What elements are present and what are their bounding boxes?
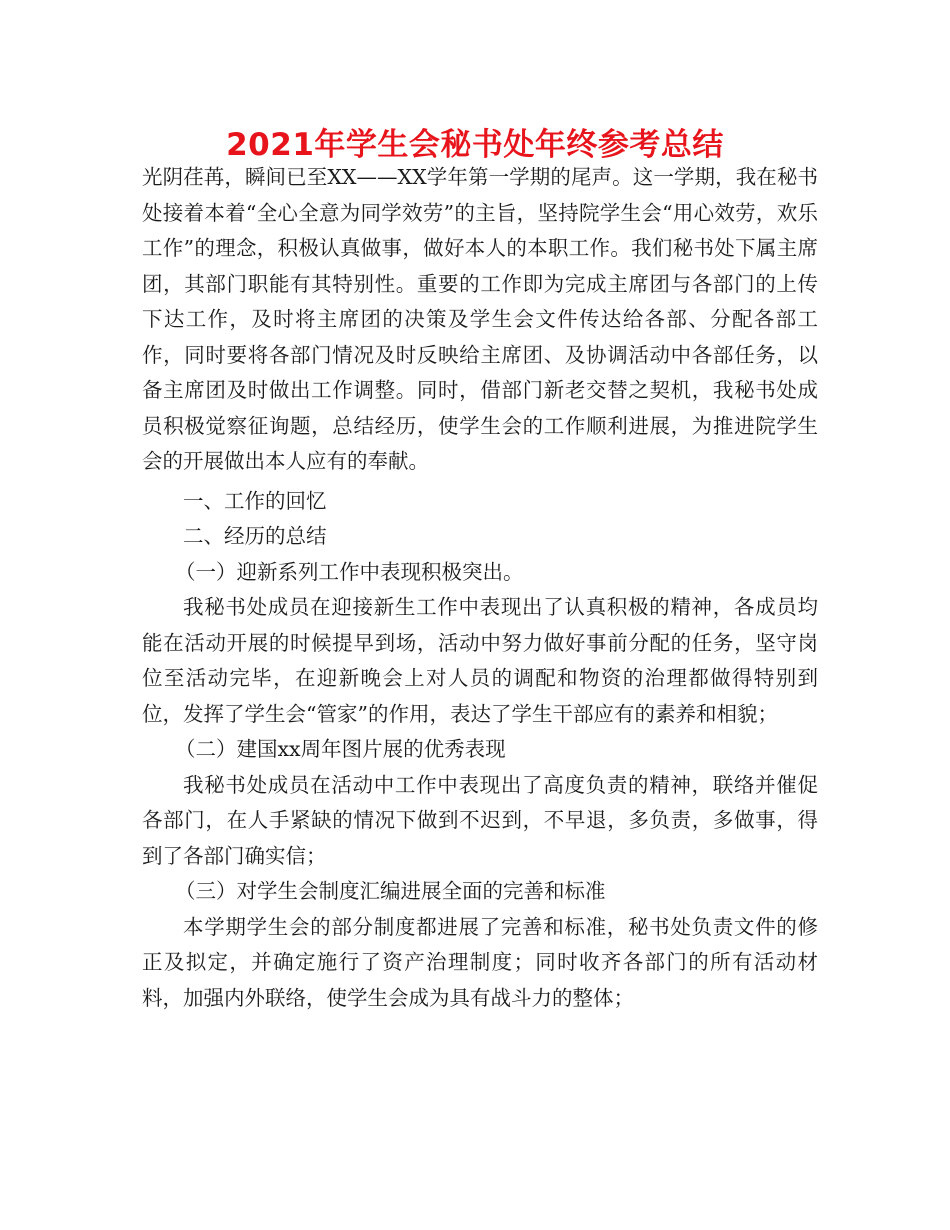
document-body: [142, 160, 818, 1016]
document-title: 2021年学生会秘书处年终参考总结: [226, 127, 724, 163]
section-heading-summary: 二、经历的总结: [183, 524, 327, 548]
subsection-heading-exhibition: （二）建国xx周年图片展的优秀表现: [175, 737, 506, 761]
subsection-heading-regulations: （三）对学生会制度汇编进展全面的完善和标准: [175, 879, 606, 903]
section-heading-review: 一、工作的回忆: [183, 488, 327, 513]
intro-paragraph: 光阴荏苒，瞬间已至XX——XX学年第一学期的尾声。这一学期，我在秘书处接着本着“全心全意为同学效劳”的主旨，坚持院学生会“用心效劳，欢乐工作”的理念，积极认真做事，做好本人的本职工作。我们秘书处下属主席团，其部门职能有其特别性。重要的工作即为完成主席团与各部门的上传下达工作，及时将主席团的决策及学生会文件传达给各部、分配各部工作，同时要将各部门情况及时反映给主席团、及协调活动中各部任务，以备主席团及时做出工作调整。同时，借部门新老交替之契机，我秘书处成员积极觉察征询题，总结经历，使学生会的工作顺利进展，为推进院学生会的开展做出本人应有的奉献。: [142, 165, 818, 473]
subsection-body-orientation: 我秘书处成员在迎接新生工作中表现出了认真积极的精神，各成员均能在活动开展的时候提早到场，活动中努力做好事前分配的任务，坚守岗位至活动完毕，在迎新晚会上对人员的调配和物资的治理都做得特别到位，发挥了学生会“管家”的作用，表达了学生干部应有的素养和相貌；: [142, 595, 818, 726]
subsection-body-regulations: 本学期学生会的部分制度都进展了完善和标准，秘书处负责文件的修正及拟定，并确定施行了资产治理制度；同时收齐各部门的所有活动材料，加强内外联络，使学生会成为具有战斗力的整体；: [142, 914, 818, 1010]
subsection-heading-orientation: （一）迎新系列工作中表现积极突出。: [175, 559, 524, 584]
subsection-body-exhibition: 我秘书处成员在活动中工作中表现出了高度负责的精神，联络并催促各部门，在人手紧缺的情况下做到不迟到，不早退，多负责，多做事，得到了各部门确实信；: [142, 772, 818, 868]
